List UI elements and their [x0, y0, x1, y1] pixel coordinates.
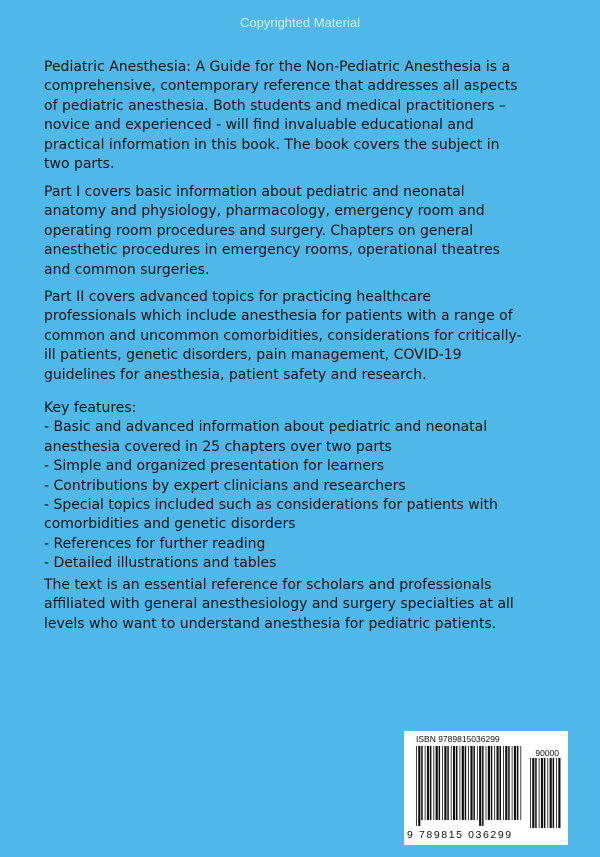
- barcode-bar: [547, 758, 548, 828]
- barcode-bar: [556, 758, 557, 828]
- key-features-list: Key features: - Basic and advanced information about pediatric and neonatal anesthesia covered in 25 chapters over two parts - Simple and organized presentation for learners - Contributions by expert clinicians and researchers - Special topics included such as considerations for patients with comorbidities and genetic disorders - References for further reading - Detailed illustrations and tables: [44, 400, 498, 572]
- barcode-main-bars: [415, 746, 523, 826]
- description-paragraph-intro: Pediatric Anesthesia: A Guide for the Non-Pediatric Anesthesia is a comprehensive, contemporary reference that addresses all aspects of pediatric anesthesia. Both students and medical practitioners – novice and experienced - will find invaluable educational and practical information in this book. The book covers the subject in two parts.: [44, 59, 518, 173]
- barcode-bar: [473, 746, 475, 820]
- barcode-bar: [494, 746, 495, 820]
- barcode-bar: [491, 746, 493, 820]
- barcode-bar: [447, 746, 449, 820]
- barcode-bar: [444, 746, 446, 820]
- barcode-bar: [427, 746, 429, 820]
- barcode-bar: [539, 758, 540, 828]
- barcode-bar: [430, 746, 432, 820]
- barcode-bar: [436, 746, 438, 820]
- barcode-bar: [497, 746, 499, 820]
- barcode-bar: [439, 746, 441, 820]
- barcode-bar: [453, 746, 455, 820]
- barcode-bar: [482, 746, 484, 826]
- barcode-bar: [425, 746, 426, 820]
- barcode-bar: [517, 746, 519, 820]
- barcode-bar: [462, 746, 464, 820]
- barcode-bar: [479, 746, 481, 826]
- barcode-addon-bars: [529, 758, 561, 834]
- barcode-bar: [500, 746, 502, 820]
- barcode-bar: [520, 746, 521, 820]
- barcode-bar: [530, 758, 531, 828]
- barcode-bar: [512, 746, 513, 820]
- barcode-bar: [442, 746, 443, 820]
- barcode-bar: [508, 746, 510, 820]
- barcode-bar: [553, 758, 555, 828]
- barcode-bar: [470, 746, 472, 820]
- barcode-bar: [505, 746, 507, 820]
- barcode-digits: 9 789815 036299: [407, 829, 513, 841]
- barcode-bar: [477, 746, 478, 820]
- barcode-bar: [558, 758, 560, 828]
- barcode-bar: [541, 758, 543, 828]
- barcode-bar: [488, 746, 490, 820]
- barcode-bar: [416, 746, 417, 826]
- barcode-bar: [451, 746, 452, 820]
- barcode-bar: [503, 746, 504, 820]
- barcode-bar: [456, 746, 458, 820]
- isbn-label: ISBN 9789815036299: [416, 734, 500, 744]
- barcode-bar: [421, 746, 423, 820]
- isbn-barcode: [404, 731, 568, 845]
- barcode-bar: [418, 746, 420, 826]
- description-paragraph-part-one: Part I covers basic information about pediatric and neonatal anatomy and physiology, pharmacology, emergency room and operating room procedures and surgery. Chapters on general anesthetic procedures in emergency rooms, operational theatres and common surgeries.: [44, 184, 500, 278]
- barcode-bar: [514, 746, 516, 820]
- description-paragraph-part-two: Part II covers advanced topics for practicing healthcare professionals which include anesthesia for patients with a range of common and uncommon comorbidities, considerations for critically- ill patients, genetic disorders, pain management, COVID-19 guidelines for anesthesia, patient safety and research.: [44, 289, 522, 383]
- barcode-bar: [465, 746, 467, 820]
- barcode-bar: [544, 758, 546, 828]
- barcode-bar: [535, 758, 537, 828]
- barcode-bar: [468, 746, 469, 820]
- barcode-bar: [532, 758, 534, 828]
- copyright-watermark: Copyrighted Material: [240, 15, 360, 30]
- barcode-bar: [460, 746, 461, 820]
- barcode-bar: [550, 758, 552, 828]
- barcode-addon-code: 90000: [535, 748, 559, 758]
- description-paragraph-closing: The text is an essential reference for scholars and professionals affiliated with general anesthesiology and surgery specialties at all levels who want to understand anesthesia for pediatric patients.: [44, 577, 514, 632]
- barcode-bar: [486, 746, 487, 820]
- barcode-bar: [433, 746, 434, 820]
